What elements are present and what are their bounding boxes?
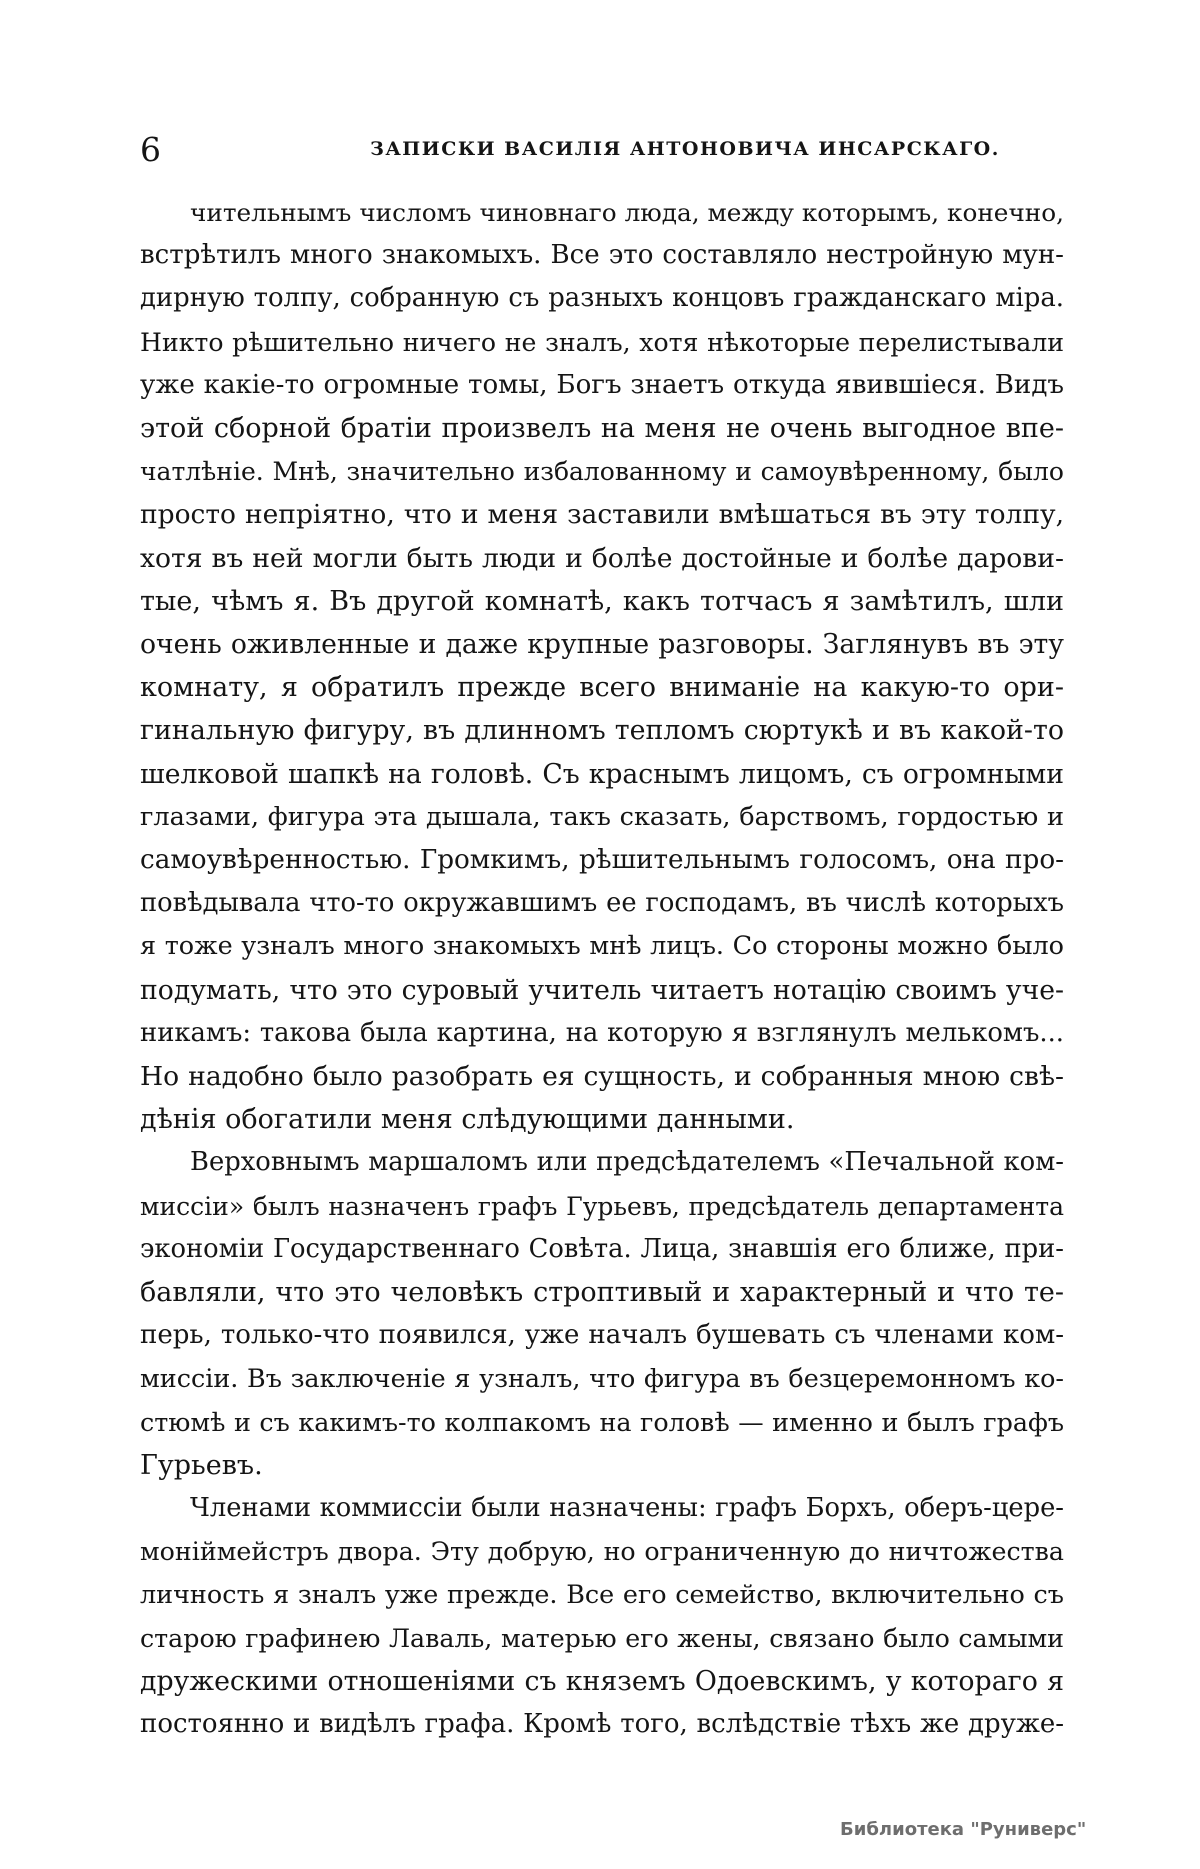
text-line: Никто рѣшительно ничего не зналъ, хотя нѣкоторые перелистывали	[140, 327, 1064, 357]
text-line: перь, только-что появился, уже началъ бушевать съ членами ком-	[140, 1320, 1064, 1351]
text-line: экономіи Государственнаго Совѣта. Лица, знавшія его ближе, при-	[140, 1233, 1064, 1264]
text-line: бавляли, что это человѣкъ строптивый и характерный и что те-	[140, 1277, 1064, 1309]
text-line: комнату, я обратилъ прежде всего вниманіе на какую-то ори-	[140, 672, 1064, 704]
text-line: тые, чѣмъ я. Въ другой комнатѣ, какъ тотчасъ я замѣтилъ, шли	[140, 585, 1064, 617]
text-line: хотя въ ней могли быть люди и болѣе достойные и болѣе дарови-	[140, 542, 1064, 574]
text-line: очень оживленные и даже крупные разговоры. Заглянувъ въ эту	[140, 629, 1064, 661]
text-line: моніймейстръ двора. Эту добрую, но ограниченную до ничтожества	[140, 1537, 1064, 1567]
text-line: глазами, фигура эта дышала, такъ сказать, барствомъ, гордостью и	[140, 801, 1064, 832]
text-line: подумать, что это суровый учитель читаетъ нотацію своимъ уче-	[140, 974, 1064, 1006]
text-line: шелковой шапкѣ на головѣ. Съ краснымъ лицомъ, съ огромными	[140, 758, 1064, 790]
text-line: постоянно и видѣлъ графа. Кромѣ того, вслѣдствіе тѣхъ же друже-	[140, 1709, 1064, 1740]
body-text	[140, 191, 1064, 1746]
text-line: личность я зналъ уже прежде. Все его семейство, включительно съ	[140, 1579, 1064, 1610]
text-line: встрѣтилъ много знакомыхъ. Все это составляло нестройную мун-	[140, 240, 1064, 271]
text-line: миссіи» былъ назначенъ графъ Гурьевъ, предсѣдатель департамента	[140, 1191, 1064, 1221]
text-line: дружескими отношеніями съ княземъ Одоевскимъ, у котораго я	[140, 1665, 1064, 1697]
paragraph-1	[140, 191, 1064, 1141]
text-line: чатлѣніе. Мнѣ, значительно избалованному и самоувѣренному, было	[140, 457, 1064, 487]
running-header: ЗАПИСКИ ВАСИЛІЯ АНТОНОВИЧА ИНСАРСКАГО.	[370, 138, 1000, 160]
page-number: 6	[140, 130, 161, 169]
text-line: этой сборной братіи произвелъ на меня не очень выгодное впе-	[140, 413, 1064, 445]
library-watermark: Библиотека "Руниверс"	[840, 1819, 1087, 1840]
text-line: Но надобно было разобрать ея сущность, и собранныя мною свѣ-	[140, 1061, 1064, 1093]
text-line: уже какіе-то огромные томы, Богъ знаетъ откуда явившіеся. Видъ	[140, 369, 1064, 400]
text-line: Членами коммиссіи были назначены: графъ Борхъ, оберъ-цере-	[190, 1493, 1064, 1524]
text-line: гинальную фигуру, въ длинномъ тепломъ сюртукѣ и въ какой-то	[140, 715, 1064, 747]
paragraph-3	[140, 1487, 1064, 1746]
text-line: Верховнымъ маршаломъ или предсѣдателемъ «Печальной ком-	[190, 1147, 1064, 1178]
text-line: стюмѣ и съ какимъ-то колпакомъ на головѣ — именно и былъ графъ	[140, 1406, 1064, 1437]
paragraph-2	[140, 1141, 1064, 1487]
text-line: дирную толпу, собранную съ разныхъ концовъ гражданскаго міра.	[140, 283, 1064, 314]
text-line: просто непріятно, что и меня заставили вмѣшаться въ эту толпу,	[140, 499, 1064, 531]
text-line: самоувѣренностью. Громкимъ, рѣшительнымъ голосомъ, она про-	[140, 845, 1064, 876]
text-line: дѣнія обогатили меня слѣдующими данными.	[140, 1104, 795, 1136]
text-line: чительнымъ числомъ чиновнаго люда, между которымъ, конечно,	[190, 198, 1064, 227]
text-line: старою графинею Лаваль, матерью его жены, связано было самыми	[140, 1623, 1064, 1653]
text-line: Гурьевъ.	[140, 1449, 263, 1481]
text-line: миссіи. Въ заключеніе я узналъ, что фигура въ безцеремонномъ ко-	[140, 1363, 1064, 1394]
text-line: никамъ: такова была картина, на которую я взглянулъ мелькомъ...	[140, 1017, 1064, 1048]
text-line: я тоже узналъ много знакомыхъ мнѣ лицъ. Со стороны можно было	[140, 931, 1064, 962]
text-line: повѣдывала что-то окружавшимъ ее господамъ, въ числѣ которыхъ	[140, 888, 1064, 919]
